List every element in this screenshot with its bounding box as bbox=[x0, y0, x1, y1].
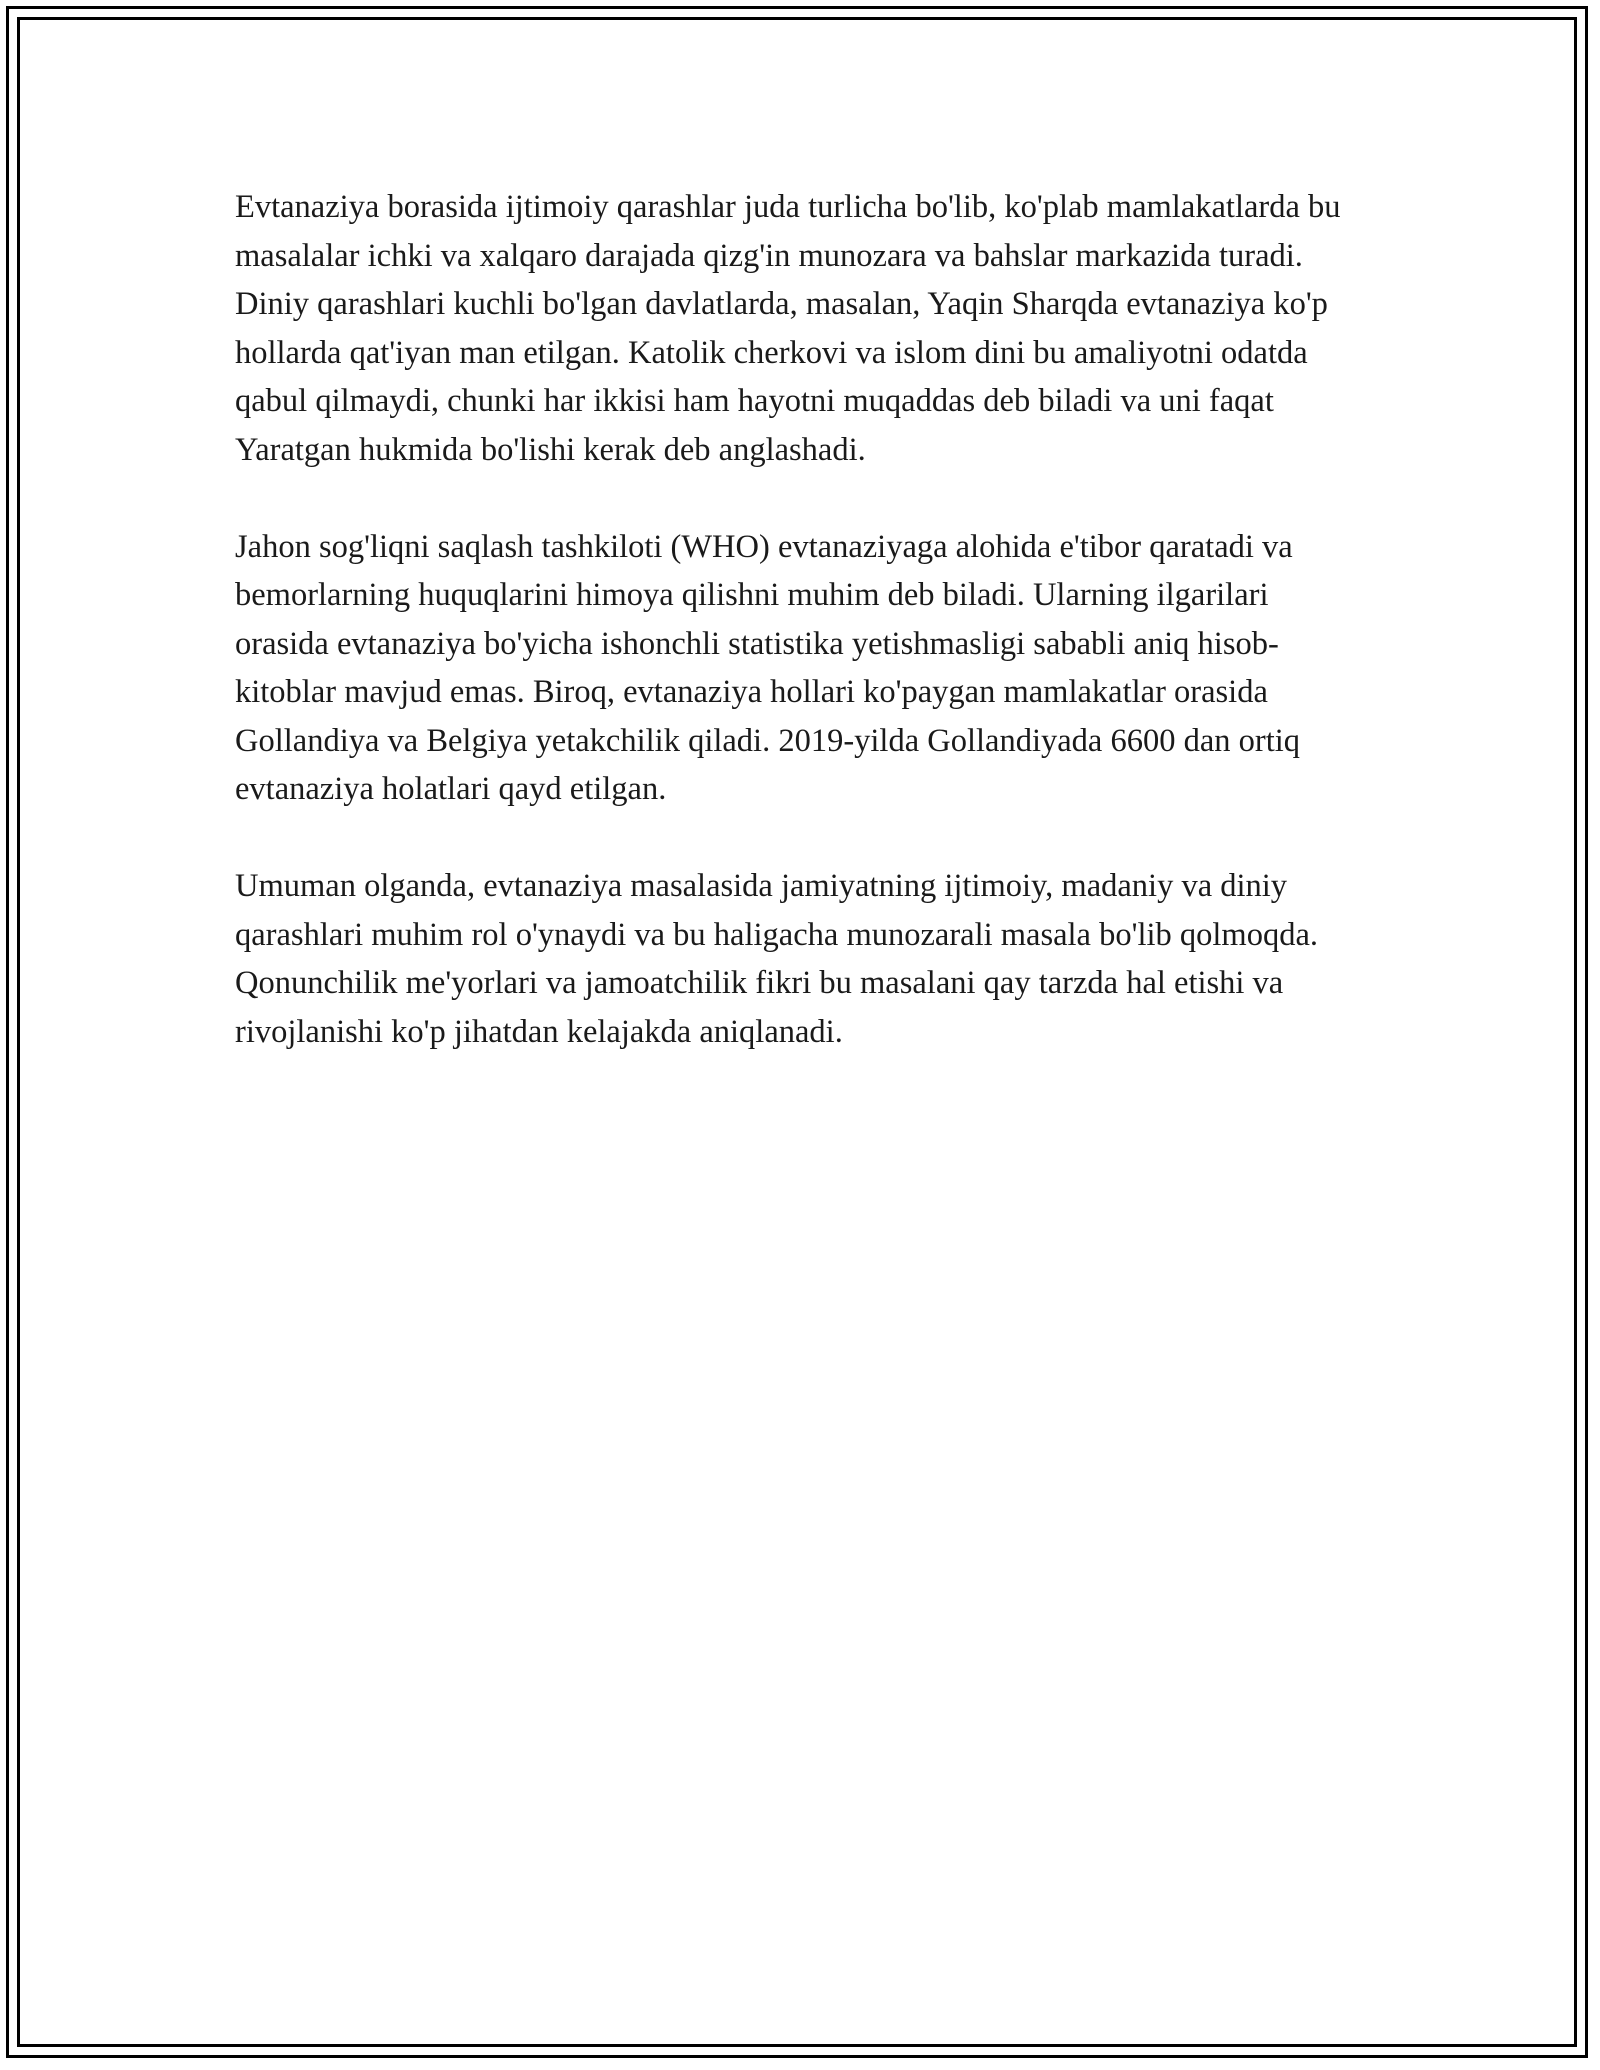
document-body bbox=[235, 183, 1365, 1105]
paragraph-1: Evtanaziya borasida ijtimoiy qarashlar juda turlicha bo'lib, ko'plab mamlakatlarda bu masalalar ichki va xalqaro darajada qizg'in munozara va bahslar markazida turadi. Diniy qarashlari kuchli bo'lgan davlatlarda, masalan, Yaqin Sharqda evtanaziya ko'p hollarda qat'iyan man etilgan. Katolik cherkovi va islom dini bu amaliyotni odatda qabul qilmaydi, chunki har ikkisi ham hayotni muqaddas deb biladi va uni faqat Yaratgan hukmida bo'lishi kerak deb anglashadi. bbox=[235, 189, 1341, 468]
paragraph-3: Umuman olganda, evtanaziya masalasida jamiyatning ijtimoiy, madaniy va diniy qarashlari muhim rol o'ynaydi va bu haligacha munozarali masala bo'lib qolmoqda. Qonunchilik me'yorlari va jamoatchilik fikri bu masalani qay tarzda hal etishi va rivojlanishi ko'p jihatdan kelajakda aniqlanadi. bbox=[235, 868, 1319, 1050]
paragraph-2: Jahon sog'liqni saqlash tashkiloti (WHO) evtanaziyaga alohida e'tibor qaratadi va bemorlarning huquqlarini himoya qilishni muhim deb biladi. Ularning ilgarilari orasida evtanaziya bo'yicha ishonchli statistika yetishmasligi sababli aniq hisob-kitoblar mavjud emas. Biroq, evtanaziya hollari ko'paygan mamlakatlar orasida Gollandiya va Belgiya yetakchilik qiladi. 2019-yilda Gollandiyada 6600 dan ortiq evtanaziya holatlari qayd etilgan. bbox=[235, 528, 1301, 807]
